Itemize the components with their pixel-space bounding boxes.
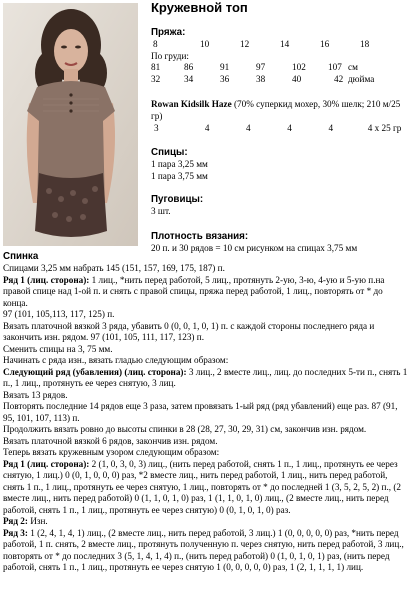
instructions — [3, 251, 409, 574]
bust-in-value: 32 — [151, 73, 161, 84]
row-text: 1 (2, 4, 1, 4, 1) лиц., (2 вместе лиц., нить перед работой, 3 лиц.) 1 (0, 0, 0, 0, 0) раз, *нить перед работой, 1 п. снять, 2 вместе лиц., протянуть полученную п. через снятую, нить перед работой, 3 лиц., повторять от * до последних 3 (5, 1, 4, 1, 4) п., (нить перед работой) 0 (1, 0, 1, 0, 1) раз, (нить перед работой, снять 1 п., 1 лиц., протянуть ее через снятую 1 (0, 0, 0, 0, 0) раз, 1 (2, 1, 1, 1, 1) лиц. — [3, 527, 404, 572]
yarn-count: 3 — [154, 122, 159, 133]
bust-in-value: 42 — [334, 73, 344, 84]
instruction-paragraph: Вязать платочной вязкой 3 ряда, убавить 0 (0, 0, 1, 0, 1) п. с каждой стороны последнего ряда и закончить изн. рядом. 97 (101, 105, 111, 117, 123) п. — [3, 320, 375, 342]
bust-in-value: 40 — [292, 73, 302, 84]
row-text: 3 лиц., 2 вместе лиц., лиц. до последних 5-ти п., снять 1 п., 1 лиц., протянуть ее через снятую, 3 лиц. — [3, 366, 408, 388]
yarn-count: 4 — [204, 122, 210, 133]
instruction-paragraph: Теперь вязать кружевным узором следующим образом: — [3, 447, 220, 457]
bust-in-unit: дюйма — [348, 73, 375, 84]
row-label: Следующий ряд (убавления) (лиц. сторона): — [3, 366, 187, 377]
bust-cm-value: 97 — [256, 62, 266, 73]
buttons-heading: Пуговицы: — [151, 194, 204, 206]
instruction-paragraph: Вязать платочной вязкой 6 рядов, закончив изн. рядом. — [3, 435, 218, 446]
model-photo — [3, 3, 138, 246]
yarn-composition: (70% суперкид мохер, 30% шелк; 210 м/25 гр) — [151, 99, 401, 121]
instruction-paragraph: Начинать с ряда изн., вязать гладью следующим образом: — [3, 355, 229, 365]
yarn-count: 4 — [328, 122, 334, 133]
row-label: Ряд 1 (лиц. сторона): — [3, 458, 90, 469]
row-label: Ряд 2: — [3, 516, 28, 526]
instruction-paragraph: Сменить спицы на 3, 75 мм. — [3, 343, 113, 354]
bust-in-value: 36 — [220, 73, 230, 84]
size-value: 16 — [320, 39, 330, 49]
instruction-paragraph — [3, 275, 409, 310]
buttons-value: 3 шт. — [151, 206, 171, 217]
section-heading-back: Спинка — [3, 251, 39, 262]
instruction-paragraph — [3, 367, 409, 390]
bust-cm-value: 81 — [151, 62, 161, 73]
row-text: Изн. — [27, 516, 48, 526]
yarn-count: 4 — [287, 122, 292, 133]
needles-line: 1 пара 3,25 мм — [151, 159, 208, 170]
row-label: Ряд 1 (лиц. сторона): — [3, 274, 90, 285]
yarn-count: 4 x 25 гр — [367, 122, 402, 133]
bust-cm-row — [151, 62, 409, 74]
instruction-paragraph: Повторять последние 14 рядов еще 3 раза, затем провязать 1-ый ряд (ряд убавлений) еще раз. 87 (91, 95, 101, 107, 113) п. — [3, 401, 398, 423]
materials-panel — [151, 0, 409, 255]
yarn-count-row — [151, 123, 409, 135]
instruction-paragraph: Продолжить вязать ровно до высоты спинки в 28 (28, 27, 30, 29, 31) см, закончив изн. рядом. — [3, 424, 367, 434]
size-value: 8 — [153, 39, 158, 49]
bust-in-row — [151, 74, 409, 86]
yarn-description — [151, 99, 409, 122]
model-photo-illustration — [3, 3, 138, 246]
instruction-paragraph — [3, 459, 409, 517]
size-value: 12 — [240, 39, 250, 49]
instruction-paragraph: 97 (101, 105,113, 117, 125) п. — [3, 309, 115, 319]
size-row — [151, 39, 409, 51]
instruction-paragraph — [3, 528, 409, 574]
needles-line: 1 пара 3,75 мм — [151, 170, 208, 181]
yarn-name: Rowan Kidsilk Haze — [151, 99, 232, 110]
instruction-paragraph — [3, 516, 409, 528]
size-value: 14 — [280, 39, 290, 49]
size-value: 10 — [200, 39, 210, 49]
row-text: 1 лиц., *нить перед работой, 5 лиц., протянуть 2-ую, 3-ю, 4-ую и 5-ую п.на правой спице над 1-ой п. и снять с правой спицы, пряжа перед работой, 1 лиц., повторять от * до конца. — [3, 274, 385, 308]
yarn-count: 4 — [246, 122, 251, 133]
bust-cm-value: 91 — [220, 62, 230, 73]
bust-in-value: 34 — [184, 73, 194, 84]
row-label: Ряд 3: — [3, 527, 28, 538]
bust-in-value: 38 — [256, 73, 266, 84]
bust-cm-value: 86 — [184, 62, 194, 73]
yarn-heading: Пряжа: — [151, 27, 186, 38]
needles-heading: Спицы: — [151, 147, 188, 159]
gauge-value: 20 п. и 30 рядов = 10 см рисунком на спицах 3,75 мм — [151, 242, 358, 253]
instruction-paragraph: Спицами 3,25 мм набрать 145 (151, 157, 169, 175, 187) п. — [3, 263, 225, 273]
page-title: Кружевной топ — [151, 0, 248, 15]
row-text: 2 (1, 0, 3, 0, 3) лиц., (нить перед работой, снять 1 п., 1 лиц., протянуть ее через снятую, 1 лиц.) 0 (0, 1, 0, 0, 0) раз, *2 вместе лиц., нить перед работой, 1 лиц., нить перед работой, снять 1 п., 1 лиц., протянуть ее через снятую, 1 лиц., повторять от * до последней 1 (3, 5, 2, 5, 2) п., (2 вместе лиц., нить перед работой) 0 (1, 1, 0, 1, 0) раз, 1 (1, 1, 0, 1, 0) лиц., (2 вместе лиц., нить перед работой, снять 1 п., 1 лиц., протянуть ее через снятую) 0 (0, 1, 0, 1, 0) раз. — [3, 458, 401, 515]
bust-cm-value: 107 — [328, 62, 342, 73]
gauge-heading: Плотность вязания: — [151, 230, 249, 242]
bust-label: По груди: — [151, 50, 189, 61]
bust-cm-value: 102 — [292, 62, 306, 73]
instruction-paragraph: Вязать 13 рядов. — [3, 389, 68, 400]
bust-cm-unit: см — [348, 62, 358, 73]
size-value: 18 — [360, 39, 370, 49]
